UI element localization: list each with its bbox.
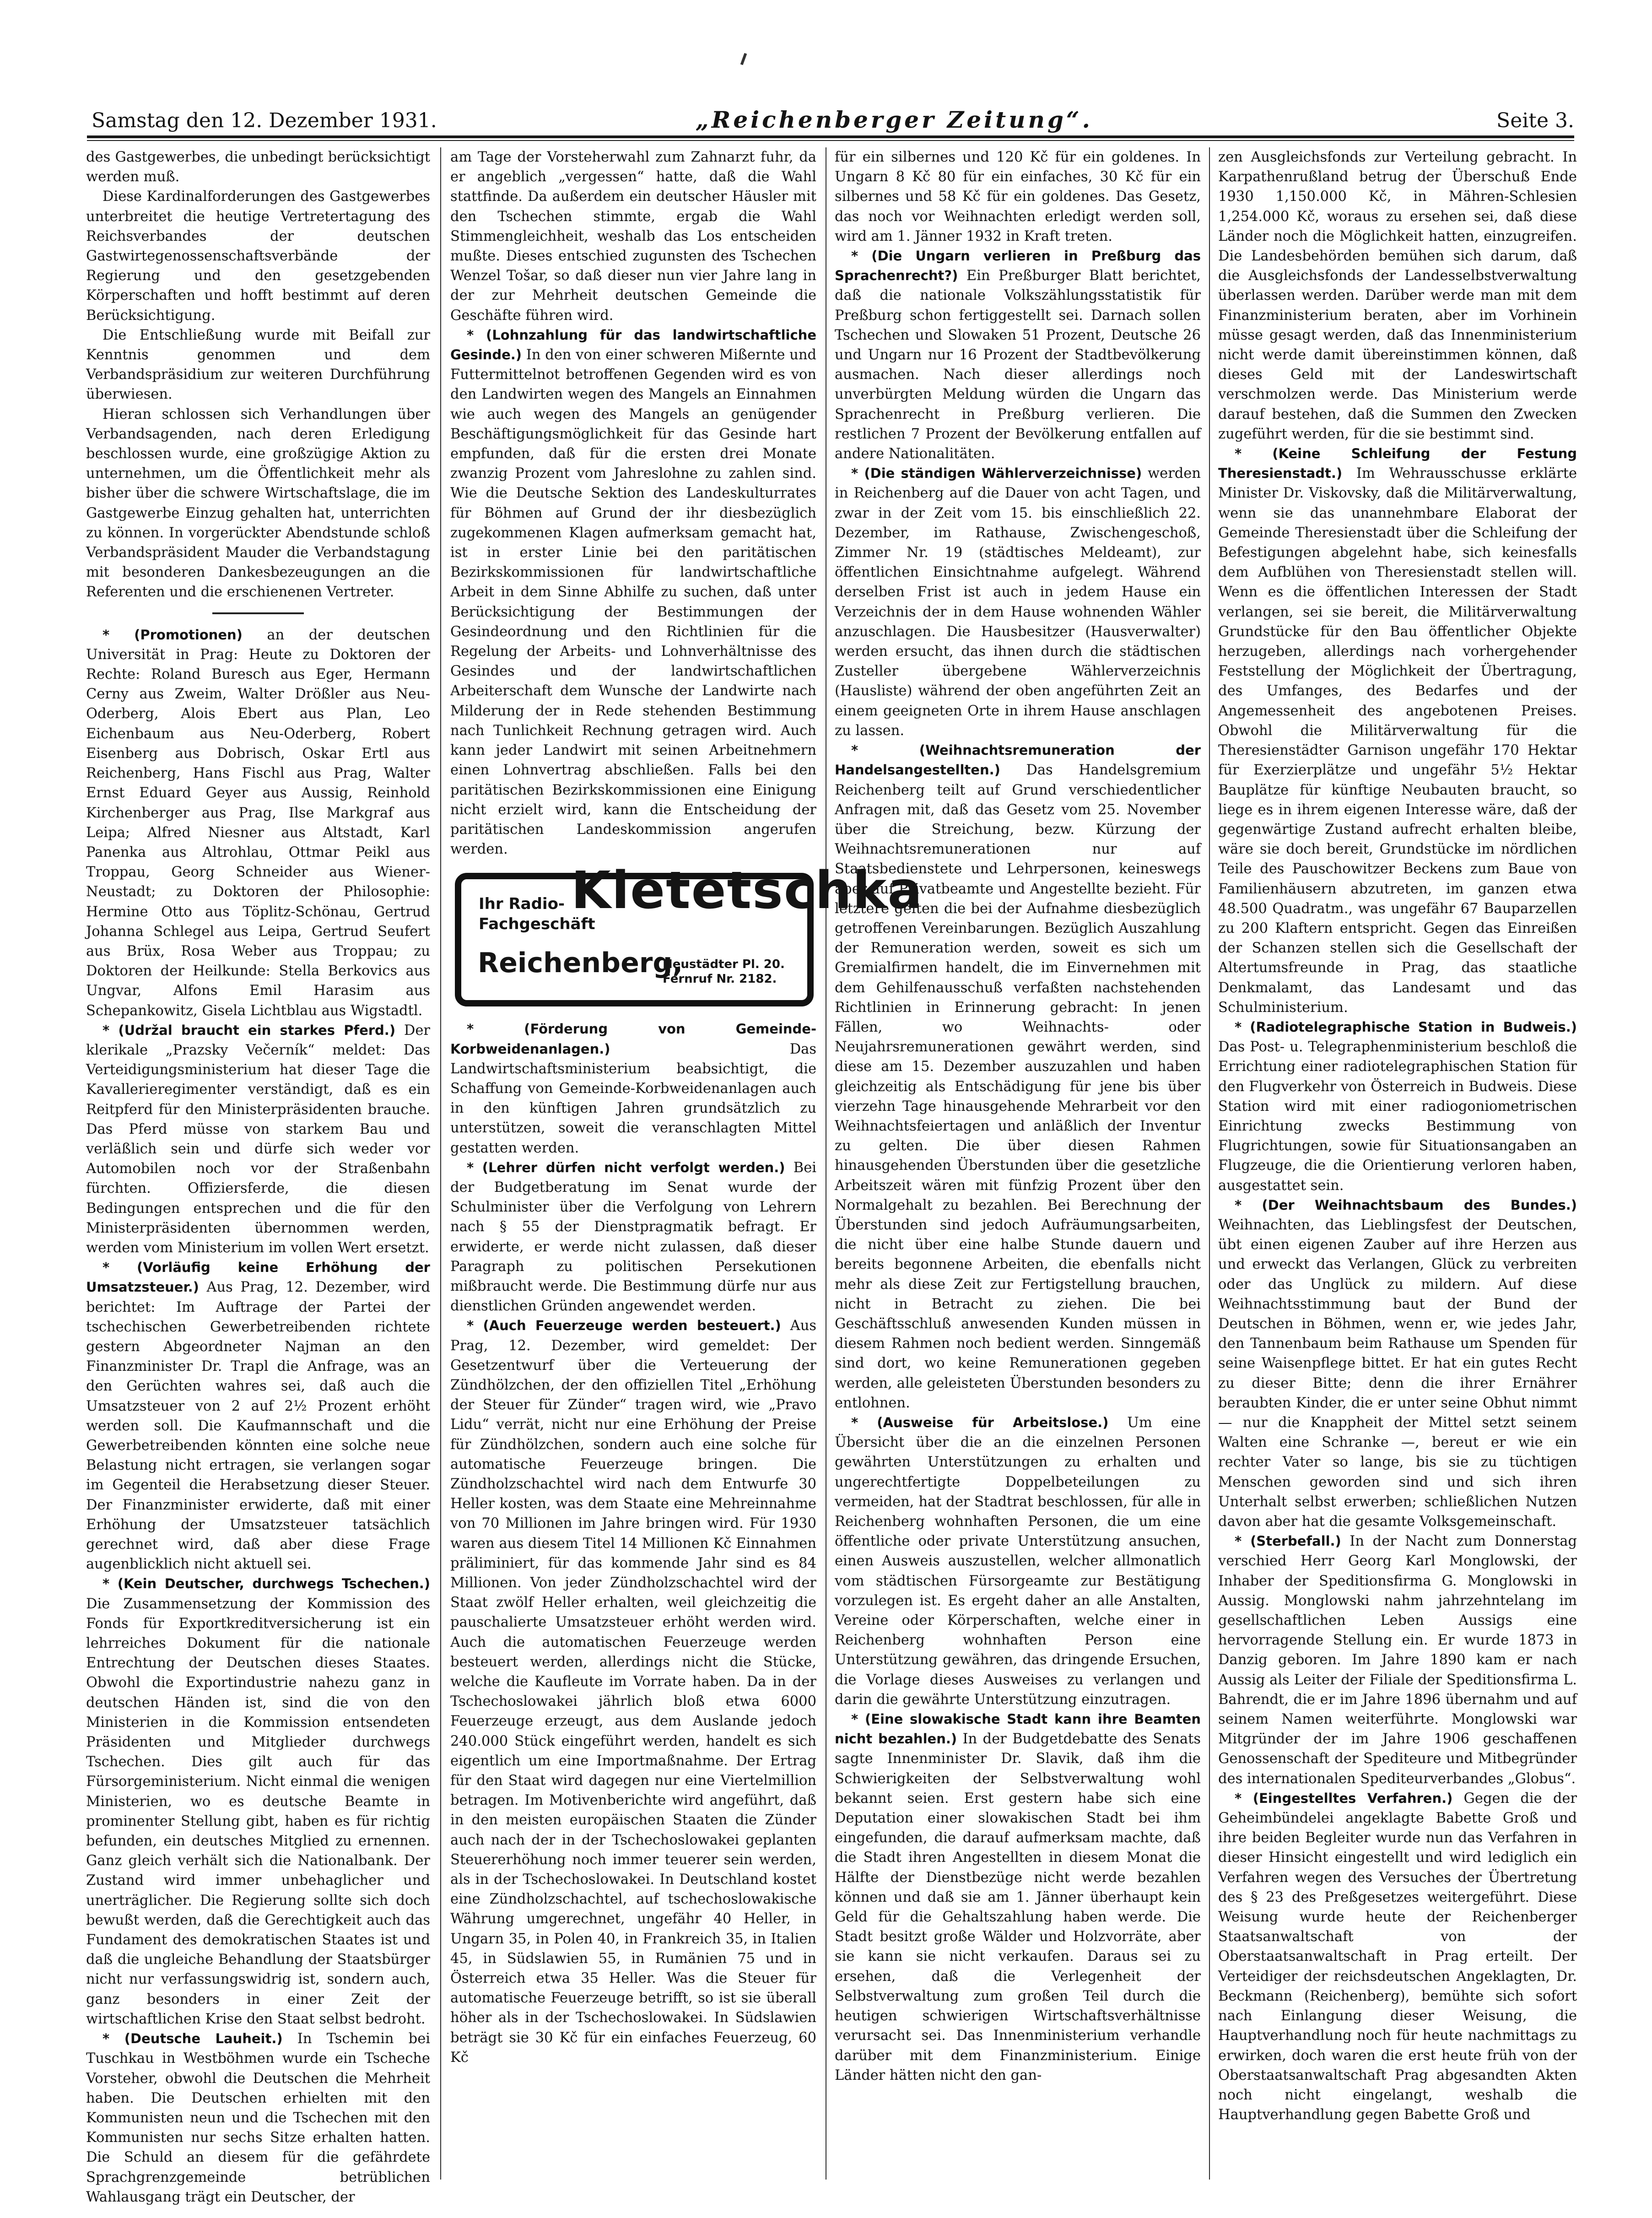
article-text: für ein silbernes und 120 Kč für ein goldenes. In Ungarn 8 Kč 80 für ein einfaches, 30 Kč für ein silbernes und 58 Kč für ein goldenes. Das Gesetz, das noch vor Weihnachten erledigt werden soll, wird am 1. Jänner 1932 in Kraft treten. xyxy=(835,149,1201,244)
article-paragraph xyxy=(86,147,430,187)
newspaper-title: „Reichenberger Zeitung“. xyxy=(696,106,1093,133)
article-paragraph xyxy=(86,405,430,602)
article-heading: * (Eine slowakische Stadt kann ihre Beamten nicht bezahlen.) xyxy=(835,1711,1201,1747)
column-3 xyxy=(835,147,1201,2180)
column-2-top xyxy=(450,147,816,859)
radio-advertisement xyxy=(455,861,923,1006)
article-paragraph xyxy=(86,325,430,405)
article-text: Im Wehrausschusse erklärte Minister Dr. Viskovsky, daß die Militärverwaltung, wenn sie das unannehmbare Elaborat der Gemeinde Theresienstadt über die Schleifung der Befestigungen abgelehnt habe, sich keinesfalls dem Aufblühen von Theresienstadt stellen will. Wenn es die öffentlichen Interessen der Stadt verlangen, sei sie bereit, die Militärverwaltung Grundstücke für den Bau öffentlicher Objekte herzugeben, allerdings nach vorhergehender Feststellung der Möglichkeit der Übertragung, des Umfanges, des Bedarfes und der Angemessenheit des angebotenen Preises. Obwohl die Militärverwaltung für die Theresienstädter Garnison ungefähr 170 Hektar für Exerzierplätze und ungefähr 5½ Hektar Bauplätze für künftige Neubauten braucht, so liege es in ihrem eigenen Interesse wäre, daß der gegenwärtige Zustand aufrecht erhalten bleibe, wäre sie doch bereit, Grundstücke im nördlichen Teile des Pauschowitzer Beckens zum Baue von Familienhäusern abzutreten, im ganzen etwa 48.500 Quadratm., was ungefähr 67 Bauparzellen zu 200 Klaftern entspricht. Gegen das Einreißen der Schanzen stellen sich die Gesellschaft der Altertumsfreunde in Prag, das staatliche Denkmalamt, das Landesamt und das Schulministerium. xyxy=(1218,465,1577,1016)
ad-street: Neustädter Pl. 20. xyxy=(663,958,785,972)
article-paragraph xyxy=(835,1413,1201,1709)
article-text: In der Nacht zum Donnerstag verschied Herr Georg Karl Monglowski, der Inhaber der Speditionsfirma G. Monglowski in Aussig. Monglowski nahm jahrzehntelang im gesellschaftlichen Leben Aussigs eine hervorragende Stellung ein. Er wurde 1873 in Danzig geboren. Im Jahre 1890 kam er nach Aussig als Leiter der Filiale der Speditionsfirma L. Bahrendt, die er im Jahre 1896 übernahm und auf seinem Namen weiterführte. Monglowski war Mitgründer der im Jahre 1906 geschaffenen Genossenschaft der Spediteure und Mitbegründer des internationalen Spediteurverbandes „Globus“. xyxy=(1218,1533,1577,1787)
article-paragraph xyxy=(450,147,816,325)
article-text: an der deutschen Universität in Prag: Heute zu Doktoren der Rechte: Roland Buresch aus Eger, Hermann Cerny aus Zweim, Walter Drößler aus Neu-Oderberg, Alois Ebert aus Plan, Leo Eichenbaum aus Neu-Oderberg, Robert Eisenberg aus Dobrisch, Oskar Ertl aus Reichenberg, Hans Fischl aus Prag, Walter Ernst Eduard Geyer aus Aussig, Reinhold Kirchenberger aus Prag, Ilse Markgraf aus Leipa; Alfred Niesner aus Altstadt, Karl Panenka aus Altrohlau, Ottmar Peikl aus Troppau, Georg Schneider aus Wiener-Neustadt; zu Doktoren der Philosophie: Hermine Otto aus Töplitz-Schönau, Gertrud Johanna Schlegel aus Leipa, Gertrud Seufert aus Brüx, Rosa Weber aus Troppau; zu Doktoren der Heilkunde: Stella Berkovics aus Ungvar, Alfons Emil Harasim aus Schepankowitz, Gisela Lichtblau aus Wigstadtl. xyxy=(86,627,430,1019)
article-text: Aus Prag, 12. Dezember, wird berichtet: Im Auftrage der Partei der tschechischen Gewerbetreibenden richtete gestern Abgeordneter Najman an den Finanzminister Dr. Trapl die Anfrage, was an den Gerüchten wahres sei, daß auch die Umsatzsteuer von 2 auf 2½ Prozent erhöht werden soll. Die Kaufmannschaft und die Gewerbetreibenden könnten eine solche neue Belastung nicht ertragen, sie verlangen sogar im Gegenteil die Herabsetzung dieser Steuer. Der Finanzminister erwiderte, daß mit einer Erhöhung der Umsatzsteuer tatsächlich gerechnet wird, daß aber diese Frage augenblicklich nicht aktuell sei. xyxy=(86,1279,430,1573)
article-paragraph xyxy=(1218,1531,1577,1789)
article-heading: * (Udržal braucht ein starkes Pferd.) xyxy=(103,1022,396,1038)
article-paragraph xyxy=(1218,444,1577,1017)
ad-city: Reichenberg, xyxy=(478,947,683,979)
article-paragraph xyxy=(1218,1789,1577,2125)
issue-date: Samstag den 12. Dezember 1931. xyxy=(92,109,437,132)
article-paragraph xyxy=(1218,1017,1577,1196)
article-paragraph xyxy=(450,1158,816,1316)
ad-address xyxy=(663,957,785,986)
ad-line-1: Ihr Radio- xyxy=(479,895,565,914)
article-heading: * (Die ständigen Wählerverzeichnisse) xyxy=(851,465,1142,481)
article-heading: * (Auch Feuerzeuge werden besteuert.) xyxy=(467,1318,781,1334)
article-text: In den von einer schweren Mißernte und Futtermittelnot betroffenen Gegenden wird es von den Landwirten wegen des Mangels an Einnahmen wie auch wegen des Mangels an genügender Beschäftigungsmöglichkeit für das Gesinde hart empfunden, daß für die ersten drei Monate zwanzig Prozent vom Jahreslohne zu zahlen sind. Wie die Deutsche Sektion des Landeskulturrates für Böhmen auf Grund der ihr diesbezüglich zugekommenen Klagen aufmerksam gemacht hat, ist in erster Linie bei den paritätischen Bezirkskommissionen für landwirtschaftliche Arbeit in dem Sinne Abhilfe zu suchen, daß unter Berücksichtigung der Bestimmungen der Gesindeordnung und den Richtlinien für die Regelung der Arbeits- und Lohnverhältnisse des Gesindes und der landwirtschaftlichen Arbeiterschaft dem Wunsche der Landwirte nach Milderung der in Rede stehenden Bestimmung nach Tunlichkeit Rechnung getragen wird. Auch kann jeder Landwirt mit seinen Arbeitnehmern einen Lohnvertrag abschließen. Falls bei den paritätischen Bezirkskommissionen eine Einigung nicht erzielt wird, kann die Entscheidung der paritätischen Landeskommission angerufen werden. xyxy=(450,347,816,858)
article-text: Die Entschließung wurde mit Beifall zur Kenntnis genommen und dem Verbandspräsidium zur weiteren Durchführung überwiesen. xyxy=(86,327,430,403)
article-paragraph xyxy=(1218,147,1577,444)
article-heading: * (Sterbefall.) xyxy=(1235,1533,1341,1549)
article-text: am Tage der Vorsteherwahl zum Zahnarzt fuhr, da er angeblich „vergessen“ hatte, daß die Wahl stattfinde. Da außerdem ein deutscher Häusler mit den Tschechen stimmte, ergab die Wahl Stimmengleichheit, weshalb das Los entscheiden mußte. Dieses entschied zugunsten des Tschechen Wenzel Tošar, so daß dieser nun vier Jahre lang in der zur Mehrheit deutschen Gemeinde die Geschäfte führen wird. xyxy=(450,149,816,324)
article-heading: * (Weihnachtsremuneration der Handelsangestellten.) xyxy=(835,742,1201,778)
article-text: In Tschemin bei Tuschkau in Westböhmen wurde ein Tscheche Vorsteher, obwohl die Deutschen die Mehrheit haben. Die Deutschen erhielten mit den Kommunisten neun und die Tschechen mit den Kommunisten nur sechs Sitze erhalten hatten. Die Schuld an diesem für die gefährdete Sprachgrenzgemeinde betrüblichen Wahlausgang trägt ein Deutscher, der xyxy=(86,2031,430,2205)
column-divider xyxy=(1209,147,1210,2180)
article-paragraph xyxy=(1218,1196,1577,1531)
masthead xyxy=(92,104,1574,136)
ad-brand-name: Kletetschka xyxy=(571,861,923,921)
article-paragraph xyxy=(835,1709,1201,2085)
ad-phone: Fernruf Nr. 2182. xyxy=(663,972,777,986)
article-text: Das Handelsgremium Reichenberg teilt auf Grund verschiedentlicher Anfragen mit, daß das Gesetz vom 25. November über die Streichung, bezw. Kürzung der Weihnachtsremunerationen nur auf Staatsbedienstete und Lehrpersonen, keineswegs aber auf Privatbeamte und Angestellte bezieht. Für letztere gelten die bei der Aufnahme diesbezüglich getroffenen Vereinbarungen. Bezüglich Auszahlung der Remuneration werden, soweit es sich um Gremialfirmen handelt, die im Einvernehmen mit dem Gehilfenausschuß verfaßten nachstehenden Richtlinien in Erinnerung gebracht: In jenen Fällen, wo Weihnachts- oder Neujahrsremunerationen gewährt werden, sind diese am 15. Dezember auszuzahlen und haben gleichzeitig als Entschädigung für jene bis über vierzehn Tage hinausgehende Mehrarbeit vor den Weihnachtsfeiertagen und anläßlich der Inventur zu gelten. Die über diesen Rahmen hinausgehenden Überstunden über die gesetzliche Arbeitszeit wären mit fünfzig Prozent über den Normalgehalt zu bezahlen. Bei Berechnung der Überstunden sind jedoch Aufräumungsarbeiten, die nicht über eine halbe Stunde dauern und bereits begonnene Arbeiten, die ebenfalls nicht mehr als diese Zeit zur Fertigstellung brauchen, nicht in Betracht zu ziehen. Die bei Geschäftsschluß anwesenden Kunden müssen in diesem Rahmen noch bedient werden. Sinngemäß sind dort, wo keine Remunerationen gegeben werden, alle geleisteten Überstunden besonders zu entlohnen. xyxy=(835,762,1201,1411)
ink-mark xyxy=(740,53,747,65)
article-paragraph xyxy=(86,1021,430,1258)
column-1 xyxy=(86,147,431,2205)
article-text: des Gastgewerbes, die unbedingt berücksichtigt werden muß. xyxy=(86,149,430,185)
article-heading: * (Kein Deutscher, durchwegs Tschechen.) xyxy=(103,1576,430,1592)
article-heading: * (Vorläufig keine Erhöhung der Umsatzsteuer.) xyxy=(86,1260,430,1295)
article-paragraph xyxy=(86,625,430,1021)
article-text: In der Budgetdebatte des Senats sagte Innenminister Dr. Slavik, daß ihm die Schwierigkeiten der Selbstverwaltung wohl bekannt seien. Erst gestern habe sich eine Deputation einer slowakischen Stadt bei ihm eingefunden, die darauf aufmerksam machte, daß die Stadt ihren Angestellten in diesem Monat die Hälfte der Dienstbezüge nicht werde bezahlen können und daß sie am 1. Jänner überhaupt kein Geld für die Gehaltszahlung haben werde. Die Stadt besitzt große Wälder und Holzvorräte, aber sie kann sie nicht verkaufen. Daraus sei zu ersehen, daß die Verlegenheit der Selbstverwaltung zum großen Teil durch die heutigen schwierigen Wirtschaftsverhältnisse verursacht sei. Das Innenministerium verhandle darüber mit dem Finanzministerium. Einige Länder hätten nicht den gan- xyxy=(835,1731,1201,2083)
article-text: Diese Kardinalforderungen des Gastgewerbes unterbreitet die heutige Vertretertagung des Reichsverbandes der deutschen Gastwirtegenossenschaftsverbände der Regierung und den gesetzgebenden Körperschaften und hofft bestimmt auf deren Berücksichtigung. xyxy=(86,189,430,324)
article-heading: * (Eingestelltes Verfahren.) xyxy=(1235,1790,1453,1806)
article-text: Weihnachten, das Lieblingsfest der Deutschen, übt einen eigenen Zauber auf ihre Herzen aus und erweckt das Verlangen, Glück zu verbreiten oder das Unglück zu mildern. Auf diese Weihnachtsstimmung baut der Bund der Deutschen in Böhmen, wenn er, wie jedes Jahr, den Tannenbaum beim Rathause um Spenden für seine Waisenpflege bittet. Er hat ein gutes Recht zu dieser Bitte; denn die ihrer Ernährer beraubten Kinder, die er unter seine Obhut nimmt — nur die Knappheit der Mittel setzt seinem Walten eine Schranke —, bereut er wie ein rechter Vater so lange, bis sie zu tüchtigen Menschen geworden sind und sich ihren Unterhalt selbst erwerben; schließlichen Nutzen davon aber hat die gesamte Volksgemeinschaft. xyxy=(1218,1217,1577,1530)
article-text: zen Ausgleichsfonds zur Verteilung gebracht. In Karpathenrußland betrug der Überschuß Ende 1930 1,150.000 Kč, in Mähren-Schlesien 1,254.000 Kč, woraus zu ersehen sei, daß diese Länder noch die Möglichkeit hatten, einzugreifen. Die Landesbehörden bemühen sich darum, daß die Ausgleichsfonds der Landesselbstverwaltung überlassen werden. Darüber werde man mit dem Finanzministerium beraten, aber im Vorhinein müsse gesagt werden, daß das Innenministerium nicht werde damit übereinstimmen können, daß dieses Geld mit der Landeswirtschaft verschmolzen werde. Das Ministerium werde darauf bestehen, daß die Summen den Zwecken zugeführt werden, für die sie bestimmt sind. xyxy=(1218,149,1577,442)
article-heading: * (Deutsche Lauheit.) xyxy=(103,2031,283,2047)
article-paragraph xyxy=(835,464,1201,741)
article-text: werden in Reichenberg auf die Dauer von acht Tagen, und zwar in der Zeit vom 15. bis einschließlich 22. Dezember, im Rathause, Zwischengeschoß, Zimmer Nr. 19 (städtisches Meldeamt), zur öffentlichen Einsichtnahme aufgelegt. Während derselben Frist ist auch in jedem Hause ein Verzeichnis der in dem Hause wohnenden Wähler anzuschlagen. Die Hausbesitzer (Hausverwalter) werden ersucht, das ihnen durch die städtischen Zusteller übergebene Wählerverzeichnis (Hausliste) während der oben angeführten Zeit an einem geeigneten Orte in ihrem Hause anschlagen zu lassen. xyxy=(835,465,1201,739)
article-paragraph xyxy=(450,1316,816,2067)
article-heading: * (Radiotelegraphische Station in Budweis.) xyxy=(1235,1019,1577,1035)
article-heading: * (Lehrer dürfen nicht verfolgt werden.) xyxy=(467,1159,785,1175)
section-separator xyxy=(212,612,304,614)
article-paragraph xyxy=(86,2029,430,2207)
column-2-bottom xyxy=(450,1019,816,2067)
article-heading: * (Ausweise für Arbeitslose.) xyxy=(851,1415,1109,1430)
article-text: Das Post- u. Telegraphenministerium beschloß die Errichtung einer radiotelegraphischen Station für den Flugverkehr von Österreich in Budweis. Diese Station wird mit einer radiogoniometrischen Einrichtung zwecks Bestimmung von Flugrichtungen, sowie für Situationsangaben an Flugzeuge, die die Orientierung verloren haben, ausgestattet sein. xyxy=(1218,1039,1577,1194)
article-paragraph xyxy=(450,1019,816,1158)
column-divider xyxy=(440,147,441,2180)
article-paragraph xyxy=(86,187,430,325)
masthead-rule-thin xyxy=(87,140,1574,141)
article-text: Ein Preßburger Blatt berichtet, daß die nationale Volkszählungsstatistik für Preßburg schon fertiggestellt sei. Darnach sollen Tschechen und Slowaken 51 Prozent, Deutsche 26 und Ungarn nur 16 Prozent der Stadtbevölkerung ausmachen. Nach dieser allerdings noch unverbürgten Meldung würden die Ungarn das Sprachenrecht in Preßburg verlieren. Die restlichen 7 Prozent der Bevölkerung entfallen auf andere Nationalitäten. xyxy=(835,268,1201,462)
article-heading: * (Der Weihnachtsbaum des Bundes.) xyxy=(1235,1197,1577,1213)
article-heading: * (Lohnzahlung für das landwirtschaftliche Gesinde.) xyxy=(450,327,816,363)
ad-line-2: Fachgeschäft xyxy=(479,915,595,934)
article-paragraph xyxy=(835,741,1201,1413)
article-text: Hieran schlossen sich Verhandlungen über Verbandsagenden, nach deren Erledigung beschlossen wurde, eine großzügige Aktion zu unternehmen, um die Öffentlichkeit mehr als bisher über die schwere Wirtschaftslage, die im Gastgewerbe Einzug gehalten hat, unterrichten zu können. In vorgerückter Abendstunde schloß Verbandspräsident Mauder die Verbandstagung mit besonderen Dankesbezeugungen an die Referenten und die erschienenen Vertreter. xyxy=(86,406,430,600)
page-number: Seite 3. xyxy=(1496,109,1574,132)
article-paragraph xyxy=(86,1258,430,1574)
article-text: Der klerikale „Prazsky Večerník“ meldet: Das Verteidigungsministerium hat dieser Tage die Kavallerieregimenter verständigt, daß es ein Reitpferd für den Ministerpräsidenten brauche. Das Pferd müsse von starkem Bau und verläßlich sein und dürfe sich weder vor Automobilen noch vor der Straßenbahn fürchten. Offiziersferde, die diesen Bedingungen entsprechen und die für den Ministerpräsidenten übernommen werden, werden vom Ministerium im vollen Wert ersetzt. xyxy=(86,1022,431,1256)
article-text: Die Zusammensetzung der Kommission des Fonds für Exportkreditversicherung ist ein lehrreiches Dokument für die nationale Entrechtung der Deutschen dieses Staates. Obwohl die Exportindustrie nahezu ganz in deutschen Händen ist, sind die von den Ministerien in die Kommission entsendeten Präsidenten und Mitglieder durchwegs Tschechen. Dies gilt auch für das Fürsorgeministerium. Nicht einmal die wenigen Ministerien, wo es deutsche Beamte in prominenter Stellung gibt, haben es für richtig befunden, ein deutsches Mitglied zu ernennen. Ganz gleich verhält sich die Nationalbank. Der Zustand wird immer unbehaglicher und unerträglicher. Die Regierung sollte sich doch bewußt werden, daß die Gerechtigkeit auch das Fundament des demokratischen Staates ist und daß die ungleiche Behandlung der Staatsbürger nicht nur verfassungswidrig ist, sondern auch, ganz besonders in einer Zeit der wirtschaftlichen Krise den Staat selbst bedroht. xyxy=(86,1596,430,2027)
article-text: Das Landwirtschaftsministerium beabsichtigt, die Schaffung von Gemeinde-Korbweidenanlagen auch in den künftigen Jahren grundsätzlich zu unterstützen, soweit die veranschlagten Mittel gestatten werden. xyxy=(450,1041,816,1156)
article-paragraph xyxy=(86,1574,430,2029)
column-4 xyxy=(1218,147,1577,2180)
article-text: Bei der Budgetberatung im Senat wurde der Schulminister über die Verfolgung von Lehrern nach § 55 der Dienstpragmatik befragt. Er erwiderte, er werde nicht zulassen, daß dieser Paragraph zu politischen Persekutionen mißbraucht werde. Die Bestimmung dürfe nur aus dienstlichen Gründen angewendet werden. xyxy=(450,1159,816,1315)
column-2 xyxy=(450,147,923,2180)
article-text: Aus Prag, 12. Dezember, wird gemeldet: Der Gesetzentwurf über die Verteuerung der Zündhölzchen, der den offiziellen Titel „Erhöhung der Steuer für Zünder“ tragen wird, wie „Pravo Lidu“ verrät, nicht nur eine Erhöhung der Preise für Zündhölzchen, sondern auch eine solche für automatische Feuerzeuge bringen. Die Zündholzschachtel wird nach dem Entwurfe 30 Heller kosten, was dem Staate eine Mehreinnahme von 70 Millionen im Jahre bringen wird. Für 1930 waren aus diesem Titel 14 Millionen Kč Einnahmen präliminiert, für das kommende Jahr sind es 84 Millionen. Von jeder Zündholzschachtel wird der Staat zwölf Heller erhalten, weil gleichzeitig die pauschalierte Umsatzsteuer erhöht werden wird. Auch die automatischen Feuerzeuge werden besteuert werden, allerdings nicht die Stücke, welche die Kaufleute im Vorrate haben. Da in der Tschechoslowakei jährlich bloß etwa 6000 Feuerzeuge erzeugt, aus dem Auslande jedoch 240.000 Stück eingeführt werden, handelt es sich eigentlich um eine Importmaßnahme. Der Ertrag für den Staat wird dagegen nur eine Viertelmillion betragen. Im Motivenberichte wird angeführt, daß in den meisten europäischen Staaten die Zünder auch nach der in der Tschechoslowakei geplanten Steuererhöhung noch immer teuerer sein werden, als in der Tschechoslowakei. In Deutschland kostet eine Zündholzschachtel, auf tschechoslowakische Währung umgerechnet, ungefähr 40 Heller, in Ungarn 35, in Polen 40, in Frankreich 35, in Italien 45, in Südslawien 55, in Rumänien 75 und in Österreich etwa 35 Heller. Was die Steuer für automatische Feuerzeuge betrifft, so ist sie überall höher als in der Tschechoslowakei. In Südslawien beträgt sie 30 Kč für ein einfaches Feuerzeug, 60 Kč xyxy=(450,1318,816,2066)
article-heading: * (Keine Schleifung der Festung Theresienstadt.) xyxy=(1218,446,1577,481)
article-paragraph xyxy=(450,325,816,859)
article-heading: * (Die Ungarn verlieren in Preßburg das Sprachenrecht?) xyxy=(835,248,1201,284)
article-text: Um eine Übersicht über die an die einzelnen Personen gewährten Unterstützungen zu erhalten und ungerechtfertigte Doppelbeteilungen zu vermeiden, hat der Stadtrat beschlossen, für alle in Reichenberg wohnhaften Personen, die um eine öffentliche oder private Unterstützung ansuchen, einen Ausweis auszustellen, welcher allmonatlich vom städtischen Fürsorgeamte zur Bestätigung vorzulegen ist. Es ergeht daher an alle Anstalten, Vereine oder Körperschaften, welche einer in Reichenberg wohnhaften Person eine Unterstützung gewähren, das dringende Ersuchen, die Vorlage dieses Ausweises zu verlangen und darin die gewährte Unterstützung einzutragen. xyxy=(835,1415,1201,1708)
article-heading: * (Förderung von Gemeinde-Korbweidenanlagen.) xyxy=(450,1021,816,1057)
masthead-rule xyxy=(87,135,1574,138)
article-heading: * (Promotionen) xyxy=(103,627,243,643)
article-paragraph xyxy=(835,246,1201,464)
article-text: Gegen die der Geheimbündelei angeklagte Babette Groß und ihre beiden Begleiter wurde nun das Verfahren in dieser Hinsicht eingestellt und wird lediglich ein Verfahren wegen des Versuches der Übertretung des § 23 des Preßgesetzes weitergeführt. Diese Weisung wurde heute der Reichenberger Staatsanwaltschaft von der Oberstaatsanwaltschaft in Prag erteilt. Der Verteidiger der reichsdeutschen Angeklagten, Dr. Beckmann (Reichenberg), bemühte sich sofort nach Einlangung dieser Weisung, die Hauptverhandlung noch für heute nachmittags zu erwirken, doch waren die erst heute früh von der Oberstaatsanwaltschaft Prag abgesandten Akten noch nicht eingelangt, weshalb die Hauptverhandlung gegen Babette Groß und xyxy=(1218,1790,1577,2123)
article-paragraph xyxy=(835,147,1201,246)
